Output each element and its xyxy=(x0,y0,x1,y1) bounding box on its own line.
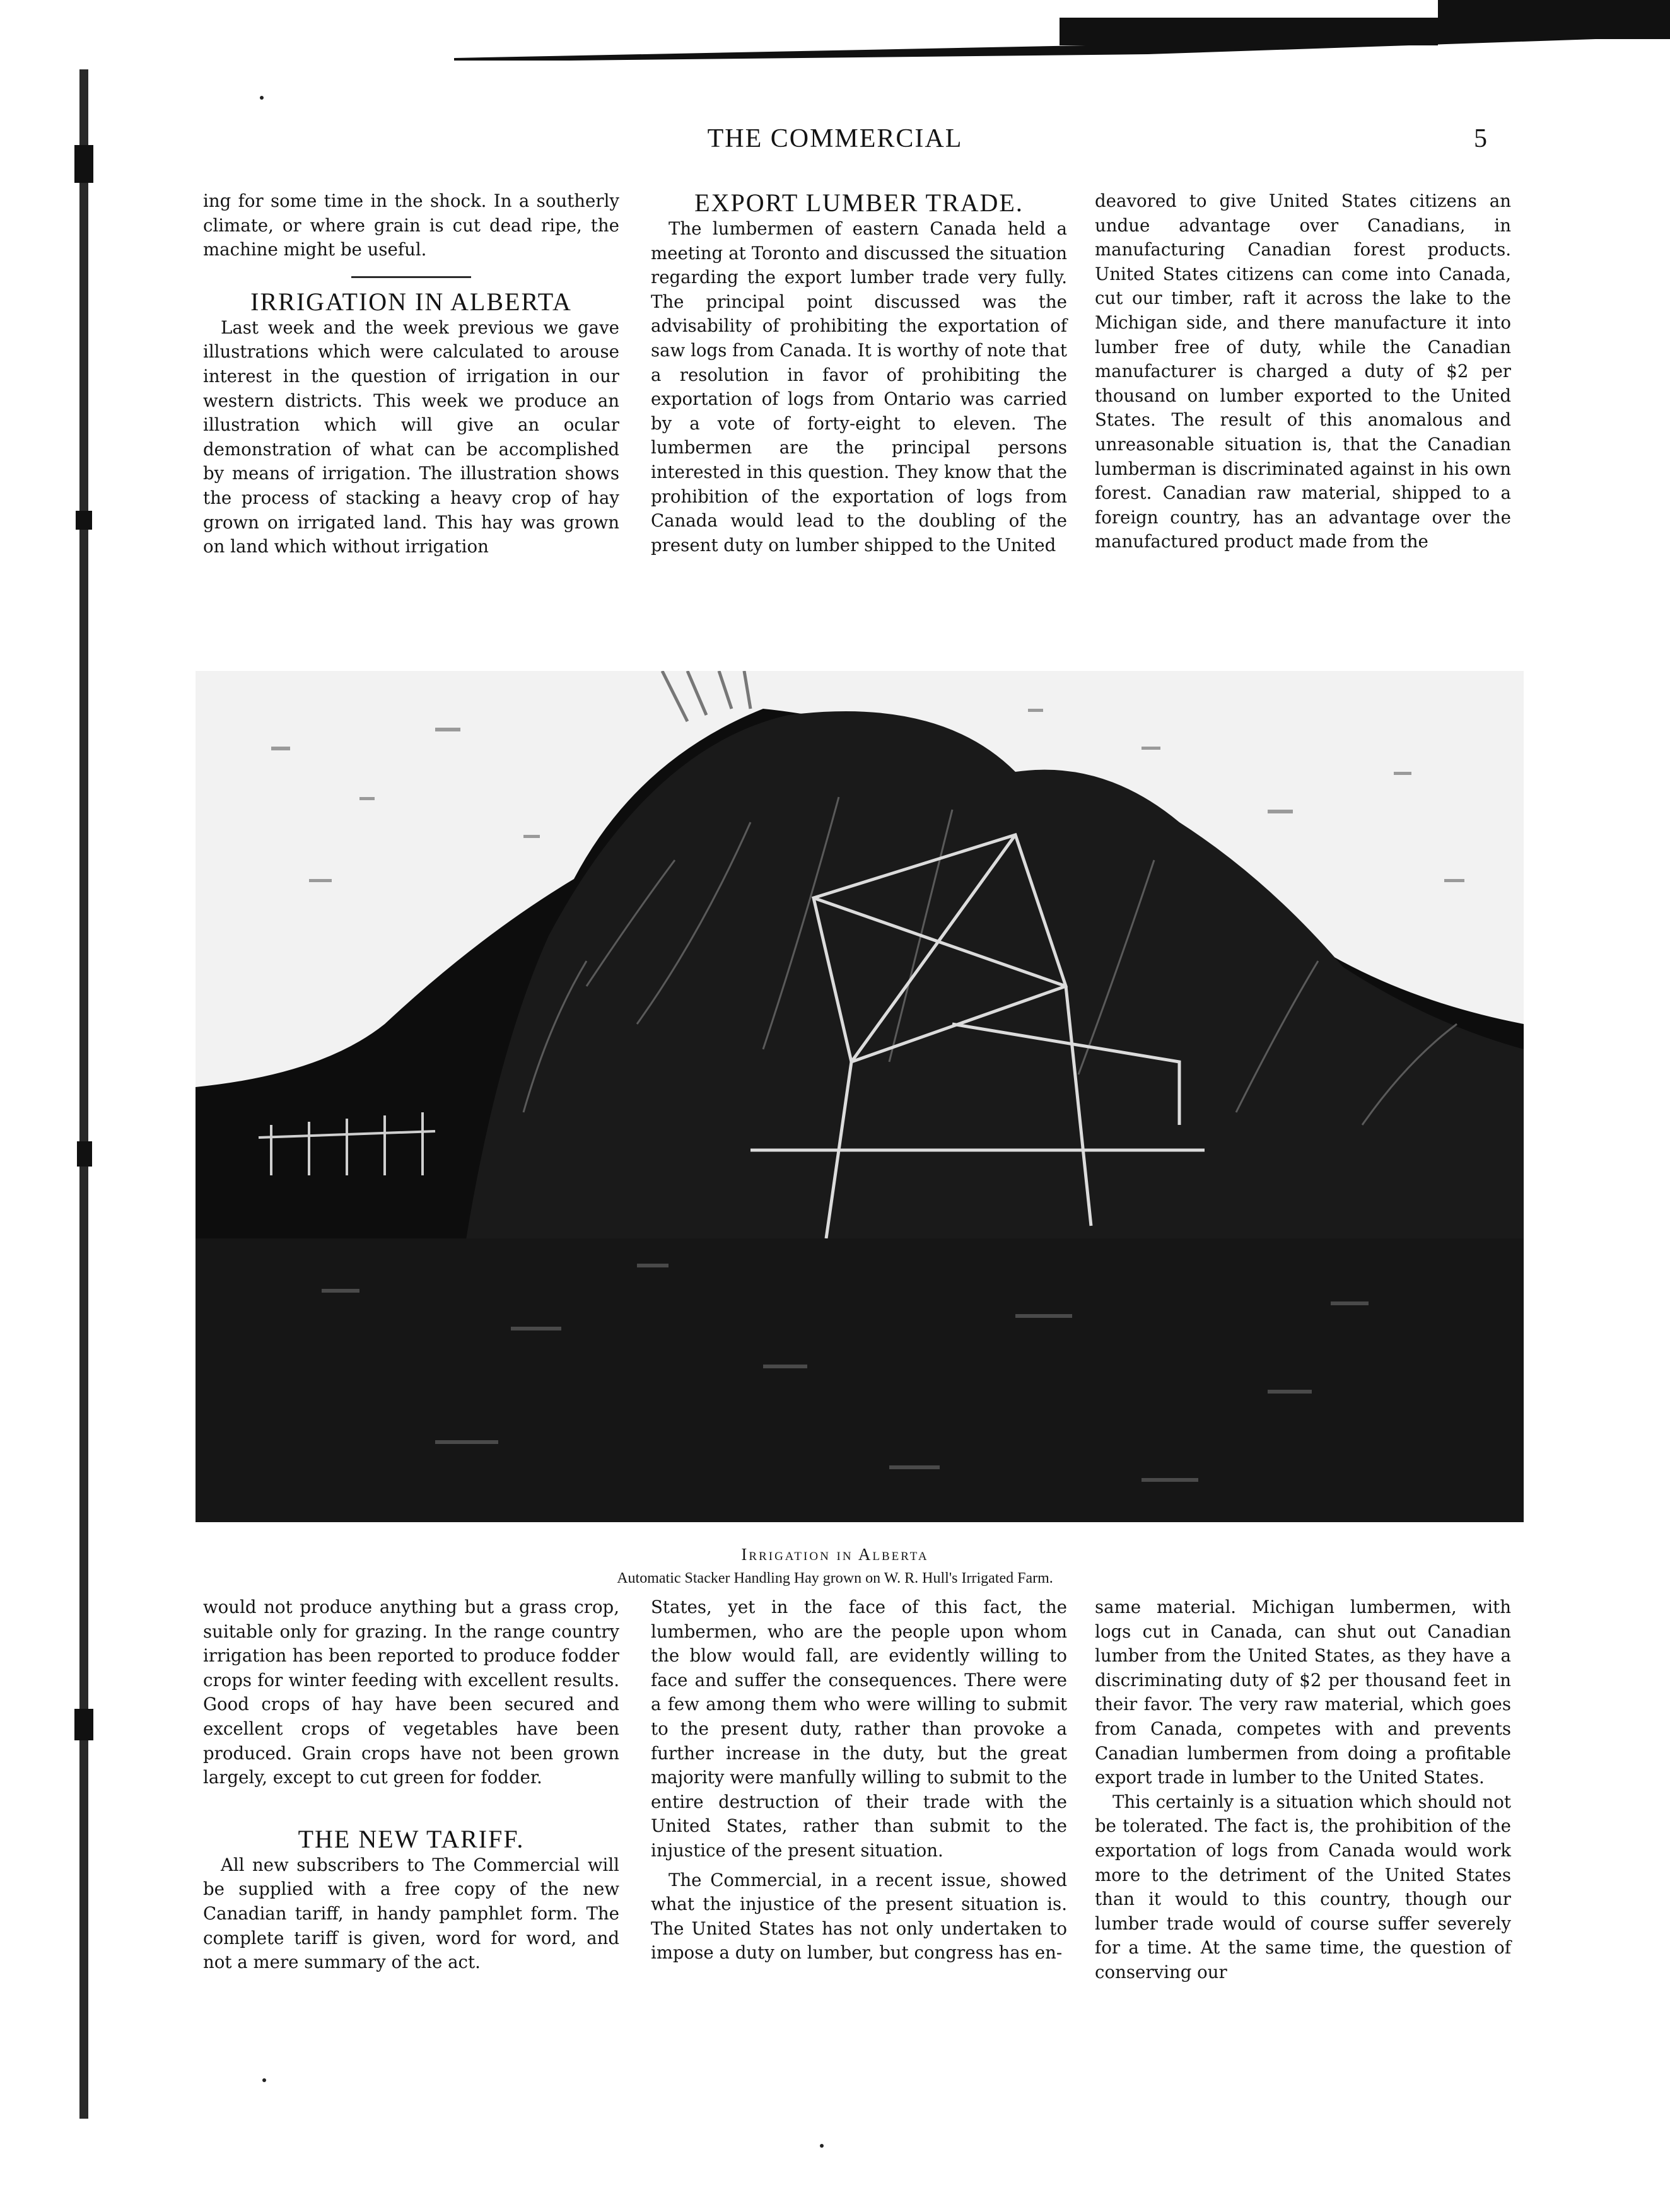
column-top-1 xyxy=(203,189,619,559)
column-top-3 xyxy=(1095,189,1511,554)
page-number: 5 xyxy=(1474,124,1487,153)
speck xyxy=(262,2078,266,2082)
hay-stack-illustration xyxy=(196,671,1524,1522)
heading-export-lumber-trade: EXPORT LUMBER TRADE. xyxy=(694,189,1024,217)
article-text: Last week and the week previous we gave illustrations which were calculated to arouse interest in the question of irrigation in our western districts. This week we produce an illustration which will give an ocular demonstration of what can be accomplished by means of irrigation. The illustration shows the process of stacking a heavy crop of hay grown on irrigated land. This hay was grown on land which without irrigation xyxy=(203,317,619,557)
column-bottom-3 xyxy=(1095,1595,1511,1985)
heading-the-new-tariff: THE NEW TARIFF. xyxy=(298,1824,525,1853)
photo-hay-stacker xyxy=(196,671,1524,1522)
column-bottom-1 xyxy=(203,1595,619,1975)
speck xyxy=(820,2144,824,2148)
page-header-title: THE COMMERCIAL xyxy=(707,124,963,153)
article-text: States, yet in the face of this fact, the lumbermen, who are the people upon whom the blow would fall, are evidently willing to face and suffer the consequences. There were a few among them who were willing to submit to the present duty, rather than provoke a further increase in the duty, but the great majority were manfully willing to submit to the entire destruction of their trade with the United States, rather than submit to the injustice of the present situation. xyxy=(651,1597,1067,1861)
section-rule xyxy=(351,276,471,278)
article-text: This certainly is a situation which should not be tolerated. The fact is, the prohibition of the exportation of logs from Canada would work more to the detriment of the United States than it would to this country, though our lumber trade would of course suffer severely for a time. At the same time, the question of conserving our xyxy=(1095,1791,1511,1982)
article-text: same material. Michigan lumbermen, with logs cut in Canada, can shut out Canadian lumber from the United States, as they have a discriminating duty of $2 per thousand feet in their favor. The very raw material, which goes from Canada, competes with and prevents Canadian lumbermen from doing a profitable export trade in lumber to the United States. xyxy=(1095,1597,1511,1788)
article-text: deavored to give United States citizens an undue advantage over Canadians, in manufacturing Canadian forest products. United States citizens can come into Canada, cut our timber, raft it across the lake to the Michigan side, and there manufacture it into lumber free of duty, while the Canadian manufacturer is charged a duty of $2 per thousand on lumber exported to the United States. The result of this anomalous and unreasonable situation is, that the Canadian lumberman is discriminated against in his own forest. Canadian raw material, shipped to a foreign country, has an advantage over the manufactured product made from the xyxy=(1095,190,1511,552)
article-text: The lumbermen of eastern Canada held a meeting at Toronto and discussed the situation regarding the export lumber trade very fully. The principal point discussed was the advisability of prohibiting the exportation of saw logs from Canada. It is worthy of note that a resolution in favor of prohibiting the exportation of logs from Ontario was carried by a vote of forty-eight to eleven. The lumbermen are the principal persons interested in this question. They know that the prohibition of the exportation of logs from Canada would lead to the doubling of the present duty on lumber shipped to the United xyxy=(651,218,1067,556)
article-text: would not produce anything but a grass crop, suitable only for grazing. In the range country irrigation has been reported to produce fodder crops for winter feeding with excellent results. Good crops of hay have been secured and excellent crops of vegetables have been produced. Grain crops have not been grown largely, except to cut green for fodder. xyxy=(203,1597,619,1788)
figure-caption-title: Irrigation in Alberta xyxy=(741,1545,929,1564)
article-text: The Commercial, in a recent issue, showed what the injustice of the present situation is. The United States has not only undertaken to impose a duty on lumber, but congress has en- xyxy=(651,1869,1067,1964)
spacer xyxy=(203,1790,619,1825)
column-bottom-2 xyxy=(651,1595,1067,1965)
article-text: All new subscribers to The Commercial will be supplied with a free copy of the new Canadian tariff, in handy pamphlet form. The complete tariff is given, word for word, and not a mere summary of the act. xyxy=(203,1854,619,1973)
figure-caption-text: Automatic Stacker Handling Hay grown on W. R. Hull's Irrigated Farm. xyxy=(617,1570,1053,1586)
continued-text: ing for some time in the shock. In a southerly climate, or where grain is cut dead ripe, the machine might be useful. xyxy=(203,190,619,260)
heading-irrigation-in-alberta: IRRIGATION IN ALBERTA xyxy=(250,287,572,316)
column-top-2 xyxy=(651,189,1067,557)
scan-edge-bar xyxy=(454,0,1670,61)
scan-left-edge xyxy=(74,69,93,2119)
speck xyxy=(260,96,264,100)
